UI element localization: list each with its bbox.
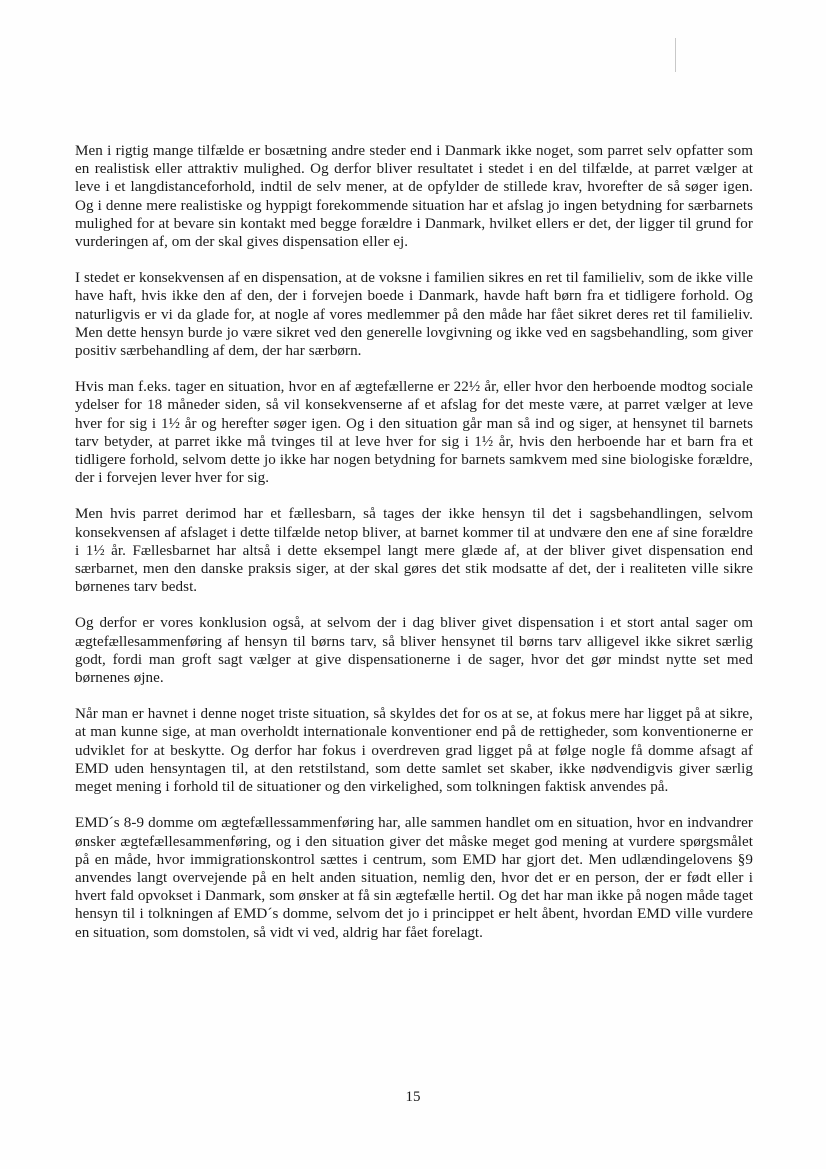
paragraph-3: Hvis man f.eks. tager en situation, hvor en af ægtefællerne er 22½ år, eller hvor den herboende modtog sociale ydelser for 18 måneder siden, så vil konsekvenserne af et afslag for det meste være, at parret vælger at leve hver for sig i 1½ år og herefter søger igen. Og i den situation går man så ind og siger, at hensynet til barnets tarv betyder, at parret ikke må tvinges til at leve hver for sig i 1½ år, hvis den herboende har et barn fra et tidligere forhold, selvom dette jo ikke har nogen betydning for barnets samkvem med sine biologiske forældre, der i forvejen lever hver for sig. <box>75 379 753 487</box>
body-text <box>75 142 753 960</box>
scan-artifact-line <box>675 38 676 72</box>
paragraph-1: Men i rigtig mange tilfælde er bosætning andre steder end i Danmark ikke noget, som parret selv opfatter som en realistisk eller attraktiv mulighed. Og derfor bliver resultatet i stedet i en del tilfælde, at parret vælger at leve i et langdistanceforhold, indtil de selv mener, at de opfylder de stillede krav, hvorefter de så søger igen. Og i denne mere realistiske og hyppigt forekommende situation har et afslag jo ingen betydning for særbarnets mulighed for at bevare sin kontakt med begge forældre i Danmark, hvilket ellers er det, der ligger til grund for vurderingen af, om der skal gives dispensation eller ej. <box>75 143 753 251</box>
paragraph-4: Men hvis parret derimod har et fællesbarn, så tages der ikke hensyn til det i sagsbehandlingen, selvom konsekvensen af afslaget i dette tilfælde netop bliver, at barnet kommer til at undvære den ene af sine forældre i 1½ år. Fællesbarnet har altså i dette eksempel langt mere glæde af, at der bliver givet dispensation end særbarnet, men den danske praksis siger, at der skal gøres det stik modsatte af det, der i realiteten ville sikre børnenes tarv bedst. <box>75 506 753 596</box>
paragraph-5: Og derfor er vores konklusion også, at selvom der i dag bliver givet dispensation i et stort antal sager om ægtefællesammenføring af hensyn til børns tarv, så bliver hensynet til børns tarv alligevel ikke sikret særlig godt, fordi man groft sagt vælger at give dispensationerne i de sager, hvor det gør mindst nytte set med børnenes øjne. <box>75 615 753 687</box>
paragraph-7: EMD´s 8-9 domme om ægtefællessammenføring har, alle sammen handlet om en situation, hvor en indvandrer ønsker ægtefællesammenføring, og i den situation giver det måske meget god mening at vurdere spørgsmålet på en måde, hvor immigrationskontrol sættes i centrum, som EMD har gjort det. Men udlændingelovens §9 anvendes langt overvejende på en helt anden situation, nemlig den, hvor det er en person, der er født eller i hvert fald opvokset i Danmark, som ønsker at få sin ægtefælle hertil. Og det har man ikke på nogen måde taget hensyn til i tolkningen af EMD´s domme, selvom det jo i princippet er helt åbent, hvordan EMD ville vurdere en situation, som domstolen, så vidt vi ved, aldrig har fået forelagt. <box>75 815 753 941</box>
paragraph-6: Når man er havnet i denne noget triste situation, så skyldes det for os at se, at fokus mere har ligget på at sikre, at man kunne sige, at man overholdt internationale konventioner end på de rettigheder, som konventionerne er udviklet for at beskytte. Og derfor har fokus i overdreven grad ligget på at følge nogle få domme afsagt af EMD uden hensyntagen til, at den retstilstand, som dette samlet set skaber, ikke nødvendigvis giver særlig meget mening i forhold til de situationer og den virkelighed, som tolkningen faktisk anvendes på. <box>75 706 753 796</box>
paragraph-2: I stedet er konsekvensen af en dispensation, at de voksne i familien sikres en ret til familieliv, som de ikke ville have haft, hvis ikke den af den, der i forvejen boede i Danmark, havde haft børn fra et tidligere forhold. Og naturligvis er vi da glade for, at nogle af vores medlemmer på den måde har fået sikret deres ret til familieliv. Men dette hensyn burde jo være sikret ved den generelle lovgivning og ikke ved en sagsbehandling, som giver positiv særbehandling af dem, der har særbørn. <box>75 270 753 360</box>
page-number: 15 <box>405 1089 421 1105</box>
